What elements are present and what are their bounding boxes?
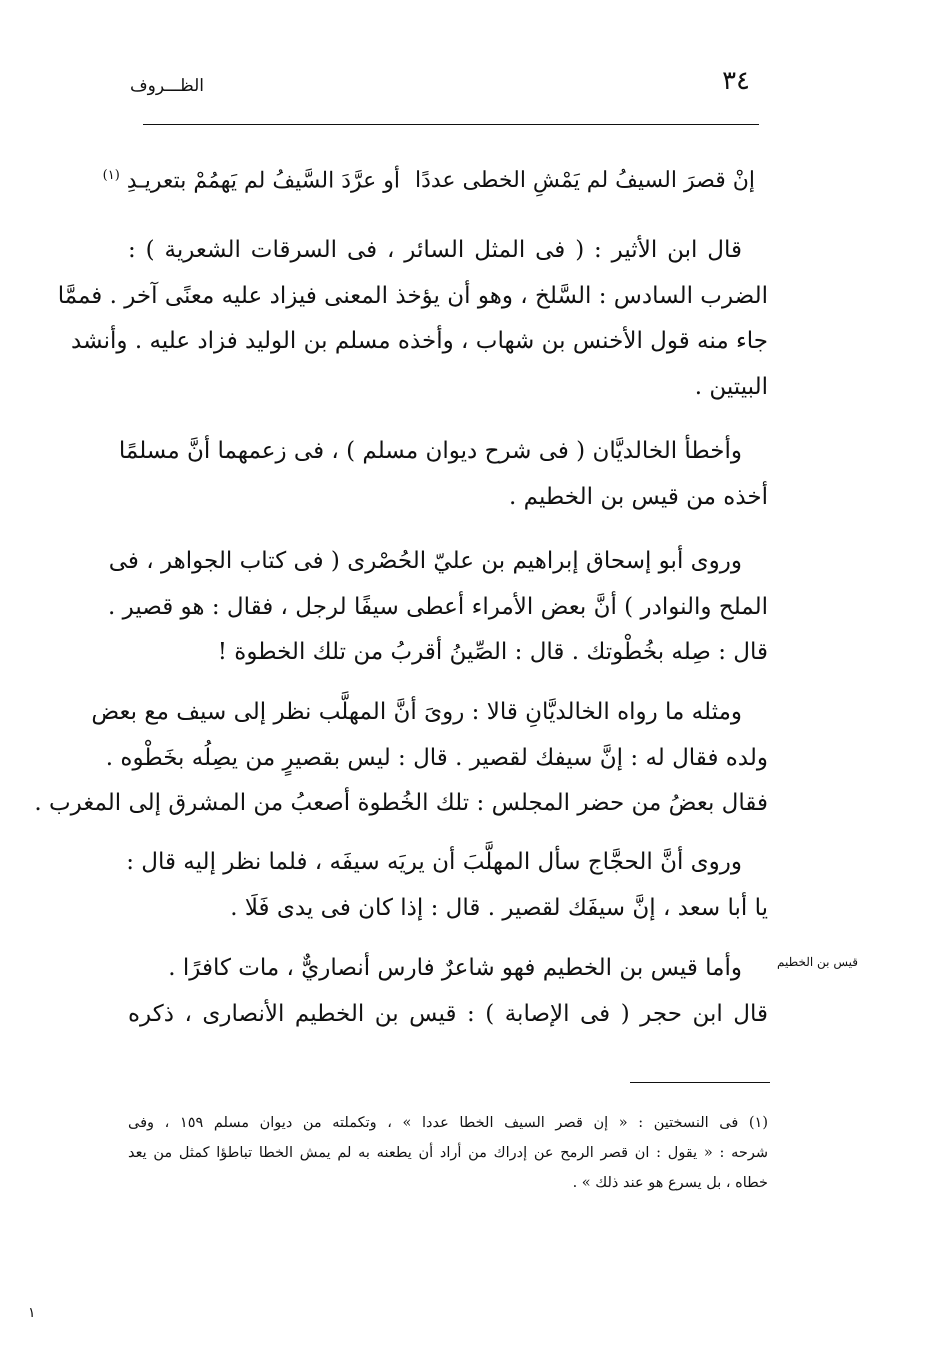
footnote-reference: (١) [102,168,120,183]
paragraph-line: الضرب السادس : السَّلخ ، وهو أن يؤخذ المعنى فيزاد عليه معنًى آخر . فممَّا [57,282,768,309]
header-rule [143,124,759,125]
paragraph-line: ومثله ما رواه الخالديَّانِ قالا : روىَ أنَّ المهلَّب نظر إلى سيف مع بعض [91,699,742,725]
paragraph-ibn-al-athir [57,228,768,410]
paragraph-line: وروى أنَّ الحجَّاج سأل المهلَّبَ أن يريَه سيفَه ، فلما نظر إليه قال : [126,849,742,875]
paragraph-line: وروى أبو إسحاق إبراهيم بن عليّ الحُصْرى ( فى كتاب الجواهر ، فى [108,548,742,574]
footnote-line: (١) فى النسختين : « إن قصر السيف الخطا عددا » ، وتكملته من ديوان مسلم ١٥٩ ، وفى [128,1115,769,1131]
paragraph-husri [108,539,768,676]
paragraph-hajjaj [128,840,768,931]
paragraph-line: جاء منه قول الأخنس بن شهاب ، وأخذه مسلم بن الوليد فزاد عليه . وأنشد [71,328,768,354]
paragraph-line: فقال بعضُ من حضر المجلس : تلك الخُطوة أصعبُ من المشرق إلى المغرب . [34,790,768,816]
signature-mark: ١ [28,1305,36,1321]
footnote-line: خطاه ، بل يسرع هو عند ذلك » . [572,1175,768,1191]
paragraph-khalidiyyan [118,429,768,520]
paragraph-line: ولده فقال له : إنَّ سيفك لقصير . قال : ليس بقصيرٍ من يصِلُه بخَطْوه . [105,744,768,771]
paragraph-line: يا أبا سعد ، إنَّ سيفَك لقصير . قال : إذا كان فى يدى فَلَا . [230,894,768,921]
paragraph-line: الملح والنوادر ) أنَّ بعض الأمراء أعطى سيفًا لرجل ، فقال : هو قصير . [108,593,768,620]
verse-hemistich-2 [102,168,400,194]
margin-note: قيس بن الخطيم [777,955,858,969]
paragraph-line: قال ابن الأثير : ( فى المثل السائر ، فى السرقات الشعرية ) : [128,237,742,263]
paragraph-line: البيتين . [694,373,768,400]
page-number: ٣٤ [722,66,750,96]
paragraph-line: وأما قيس بن الخطيم فهو شاعرٌ فارس أنصاريٌّ ، مات كافرًا . [168,955,742,981]
paragraph-line: وأخطأ الخالديَّان ( فى شرح ديوان مسلم ) ، فى زعمهما أنَّ مسلمًا [118,438,742,464]
paragraph-line: أخذه من قيس بن الخطيم . [509,483,768,510]
footnote [128,1108,768,1198]
footnote-rule [630,1082,770,1083]
verse-hemistich-2-text: أو عرَّدَ السَّيفُ لم يَهمُمْ بتعريـدِ [126,168,400,194]
paragraph-line: قال ابن حجر ( فى الإصابة ) : قيس بن الخطيم الأنصارى ، ذكره [128,1000,768,1027]
paragraph-muhallab [34,690,768,827]
paragraph-line: قال : صِله بخُطْوتك . قال : الصِّينُ أقربُ من تلك الخطوة ! [217,639,768,665]
footnote-line: شرحه : « يقول : ان قصر الرمح عن إدراك من أراد أن يطعنه به لم يمش الخطا تباطؤا كمثل من يعد [128,1145,768,1161]
paragraph-qays [128,946,768,1037]
running-title: الظـــروف [130,76,205,96]
verse-hemistich-1: إنْ قصرَ السيفُ لم يَمْشِ الخطى عددًا [414,168,755,193]
